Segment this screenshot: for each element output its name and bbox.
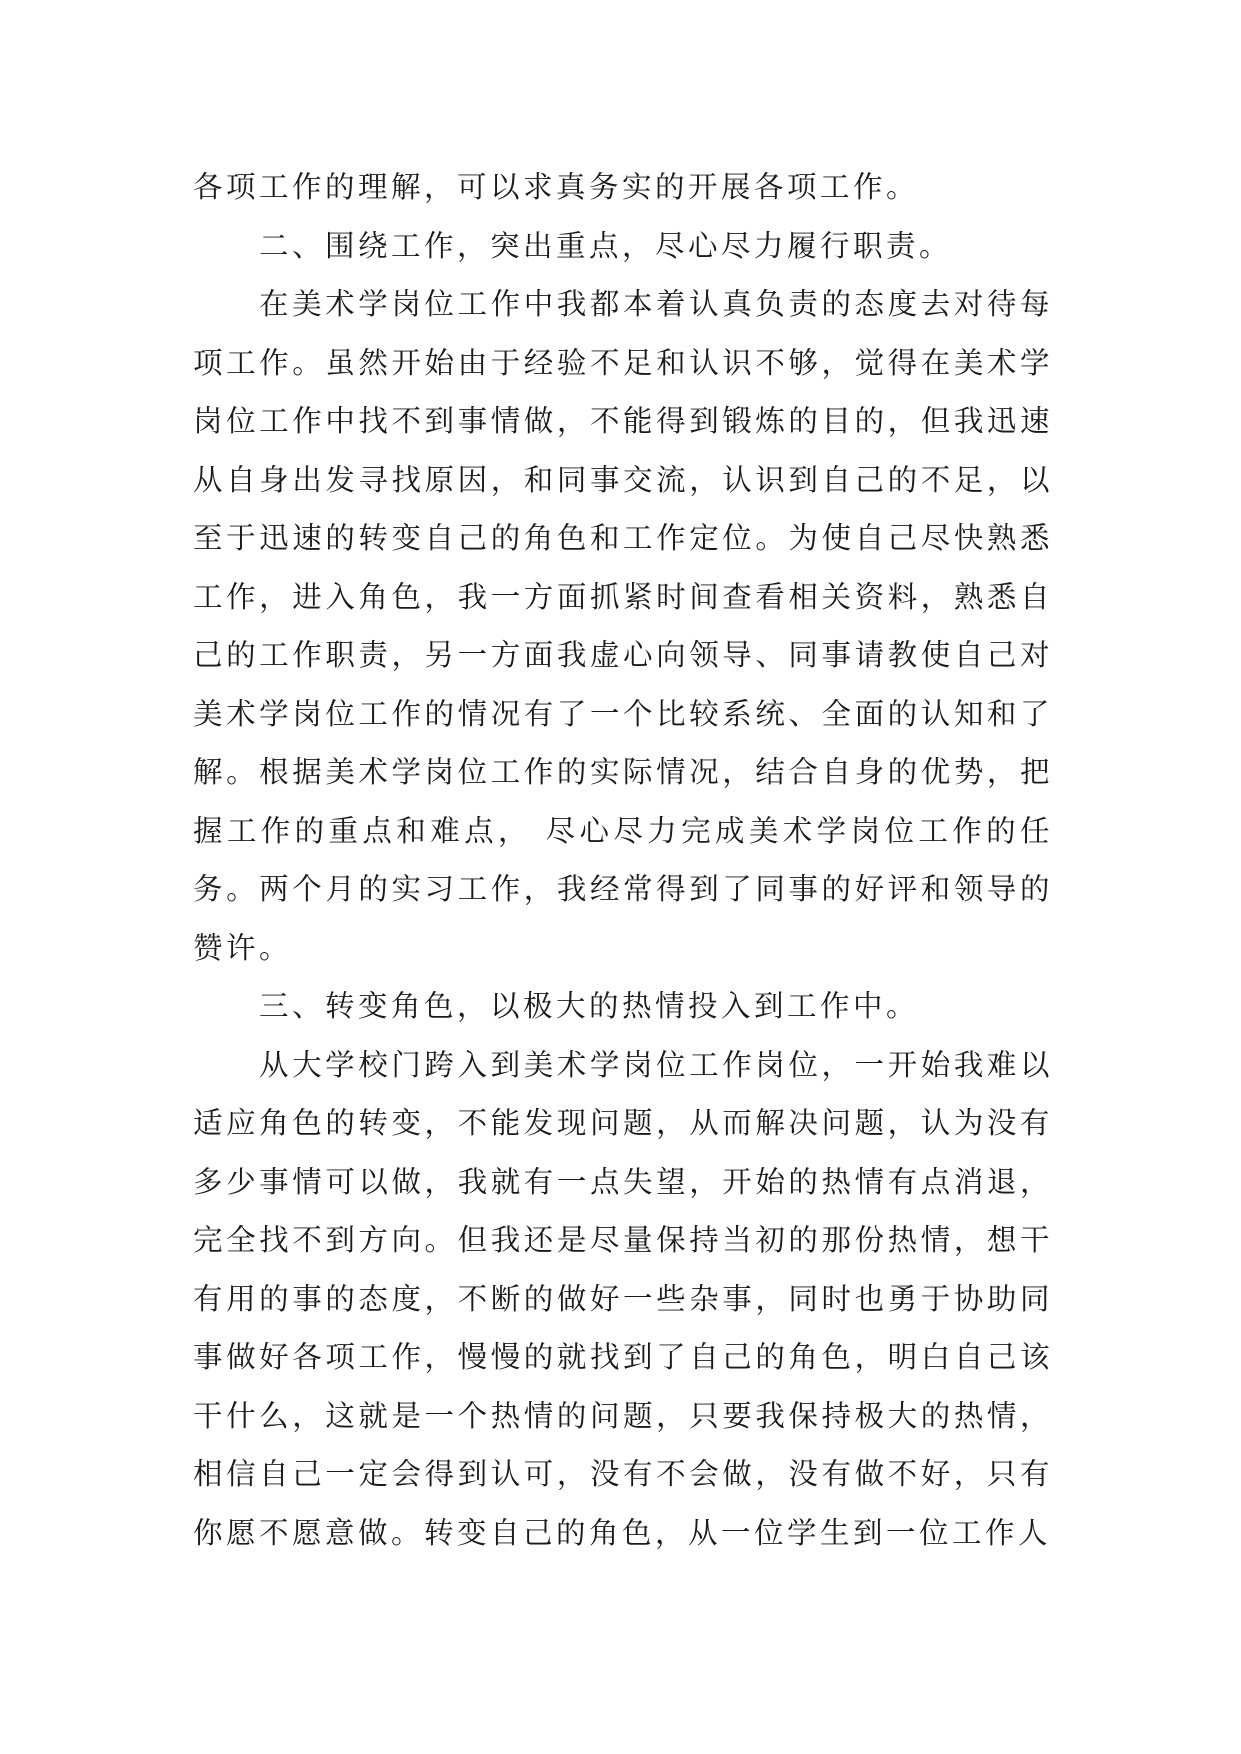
section-heading-three: 三、转变角色，以极大的热情投入到工作中。 [259, 989, 920, 1023]
paragraph-section-three-body: 从大学校门跨入到美术学岗位工作岗位，一开始我难以适应角色的转变，不能发现问题，从而解决问题，认为没有多少事情可以做，我就有一点失望，开始的热情有点消退，完全找不到方向。但我还是尽量保持当初的那份热情，想干有用的事的态度，不断的做好一些杂事，同时也勇于协助同事做好各项工作，慢慢的就找到了自己的角色，明白自己该干什么，这就是一个热情的问题，只要我保持极大的热情，相信自己一定会得到认可，没有不会做，没有做不好，只有你愿不愿意做。转变自己的角色，从一位学生到一位工作人 [193, 1047, 1053, 1550]
document-body [193, 158, 1053, 1562]
section-heading-two: 二、围绕工作，突出重点，尽心尽力履行职责。 [259, 228, 953, 263]
paragraph-continuation: 各项工作的理解，可以求真务实的开展各项工作。 [193, 170, 920, 204]
paragraph-section-two-body: 在美术学岗位工作中我都本着认真负责的态度去对待每项工作。虽然开始由于经验不足和认识不够，觉得在美术学岗位工作中找不到事情做，不能得到锻炼的目的，但我迅速从自身出发寻找原因，和同事交流，认识到自己的不足，以至于迅速的转变自己的角色和工作定位。为使自己尽快熟悉工作，进入角色，我一方面抓紧时间查看相关资料，熟悉自己的工作职责，另一方面我虚心向领导、同事请教使自己对美术学岗位工作的情况有了一个比较系统、全面的认知和了解。根据美术学岗位工作的实际情况，结合自身的优势，把握工作的重点和难点， 尽心尽力完成美术学岗位工作的任务。两个月的实习工作，我经常得到了同事的好评和领导的赞许。 [193, 287, 1053, 965]
